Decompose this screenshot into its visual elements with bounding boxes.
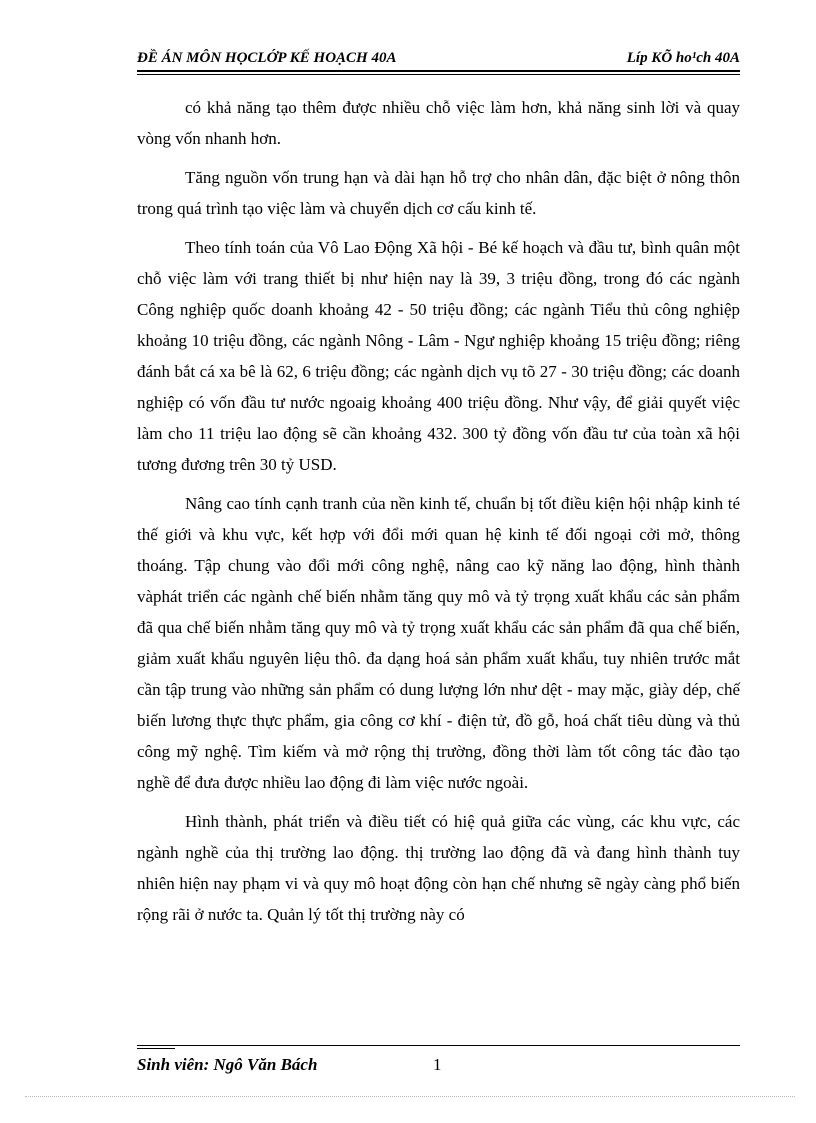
footer-student-name: Sinh viên: Ngô Văn Bách: [137, 1055, 318, 1074]
header-divider: [137, 70, 740, 72]
body-text: [137, 92, 740, 938]
paragraph: Hình thành, phát triển và điều tiết có hiệ quả giữa các vùng, các khu vực, các ngành nghề của thị trường lao động. thị trường lao động đã và đang hình thành tuy nhiên hiện nay phạm vi và quy mô hoạt động còn hạn chế nhưng sẽ ngày càng phổ biến rộng rãi ở nước ta. Quản lý tốt thị trường này có: [137, 812, 740, 924]
page-header: [137, 47, 740, 69]
paragraph: Tăng nguồn vốn trung hạn và dài hạn hỗ trợ cho nhân dân, đặc biệt ở nông thôn trong quá trình tạo việc làm và chuyển dịch cơ cấu kinh tế.: [137, 168, 740, 218]
footer-divider-short: [137, 1048, 175, 1049]
paragraph: Theo tính toán của Vô Lao Động Xã hội - Bé kế hoạch và đầu tư, bình quân một chỗ việc làm với trang thiết bị như hiện nay là 39, 3 triệu đồng, trong đó các ngành Công nghiệp quốc doanh khoảng 42 - 50 triệu đồng; các ngành Tiểu thủ công nghiệp khoảng 10 triệu đồng, các ngành Nông - Lâm - Ngư nghiệp khoảng 15 triệu đồng; riêng đánh bắt cá xa bê là 62, 6 triệu đồng; các ngành dịch vụ tõ 27 - 30 triệu đồng; các doanh nghiệp có vốn đầu tư nước ngoaig khoảng 400 triệu đồng. Như vậy, để giải quyết việc làm cho 11 triệu lao động sẽ cần khoảng 432. 300 tỷ đồng vốn đầu tư của toàn xã hội tương đương trên 30 tỷ USD.: [137, 238, 740, 474]
header-class: Líp KÕ ho¹ch 40A: [626, 50, 740, 66]
paragraph: Nâng cao tính cạnh tranh của nền kinh tế, chuẩn bị tốt điều kiện hội nhập kinh té thế giới và khu vực, kết hợp với đổi mới quan hệ kinh tế đối ngoại cởi mở, thông thoáng. Tập chung vào đổi mới công nghệ, nâng cao kỹ năng lao động, hình thành vàphát triển các ngành chế biến nhằm tăng quy mô và tỷ trọng xuất khẩu các sản phẩm đã qua chế biến nhằm tăng quy mô và tỷ trọng xuất khẩu các sản phẩm đã qua chế biến, giảm xuất khẩu nguyên liệu thô. đa dạng hoá sản phẩm xuất khẩu, tuy nhiên trước mắt cần tập trung vào những sản phẩm có dung lượng lớn như dệt - may mặc, giày dép, chế biến lương thực thực phẩm, gia công cơ khí - điện tử, đồ gỗ, hoá chất tiêu dùng và thủ công mỹ nghệ. Tìm kiếm và mở rộng thị trường, đồng thời làm tốt công tác đào tạo nghề để đưa được nhiều lao động đi làm việc nước ngoài.: [137, 494, 740, 792]
paragraph: có khả năng tạo thêm được nhiều chỗ việc làm hơn, khả năng sinh lời và quay vòng vốn nhanh hơn.: [137, 98, 740, 148]
page-bottom-border: [25, 1096, 795, 1097]
header-title: ĐỀ ÁN MÔN HỌCLỚP KẾ HOẠCH 40A: [137, 50, 397, 66]
page-number: 1: [433, 1055, 442, 1074]
header-divider-thin: [137, 74, 740, 75]
footer-divider: [137, 1045, 740, 1046]
